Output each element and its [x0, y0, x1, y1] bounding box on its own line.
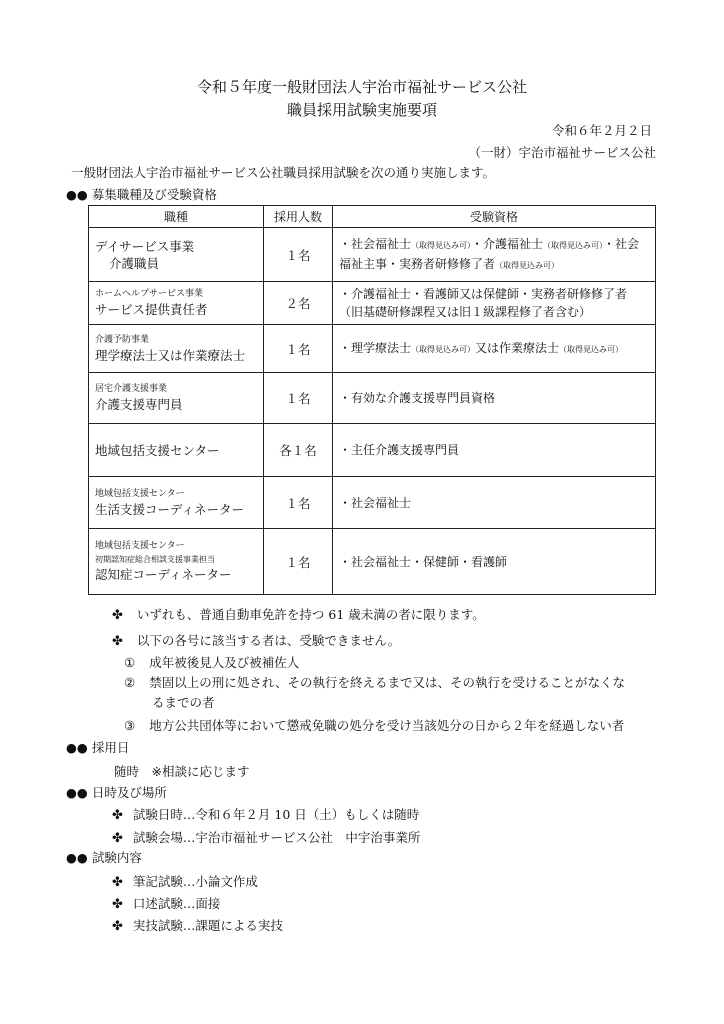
job-name-2: 介護職員 [109, 255, 160, 271]
job-name: サービス提供責任者 [95, 302, 208, 317]
job-division-2: 初期認知症総合相談支援事業担当 [95, 555, 215, 564]
table-row [89, 228, 656, 282]
note-text: いずれも、普通自動車免許を持つ 61 歳未満の者に限ります。 [136, 607, 485, 622]
job-name: 理学療法士又は作業療法士 [95, 347, 246, 363]
job-name: デイサービス事業 [95, 238, 195, 254]
job-division: 居宅介護支援事業 [95, 384, 168, 394]
organization-name: （一財）宇治市福祉サービス公社 [468, 145, 656, 160]
qualification-cell: ・社会福祉士（取得見込み可）・介護福祉士（取得見込み可）・社会福祉主事・実務者研修修了者（取得見込み可） [333, 228, 656, 282]
bullet-icon: ●● [66, 785, 88, 800]
intro-text: 一般財団法人宇治市福祉サービス公社職員採用試験を次の通り実施します。 [71, 165, 496, 180]
job-cell [89, 477, 264, 529]
count-cell: １名 [264, 228, 333, 282]
table-row [89, 477, 656, 529]
section-title: 試験内容 [91, 850, 142, 865]
job-cell [89, 424, 264, 477]
qualification-cell: ・社会福祉士・保健師・看護師 [333, 529, 656, 595]
count-cell: 各１名 [264, 424, 333, 477]
count-cell: １名 [264, 477, 333, 529]
count-cell: １名 [264, 373, 333, 424]
qualification-cell: ・有効な介護支援専門員資格 [333, 373, 656, 424]
clover-icon: ✤ [112, 808, 123, 823]
page-title: 令和５年度一般財団法人宇治市福祉サービス公社 [196, 78, 527, 96]
issue-date: 令和６年２月２日 [551, 123, 652, 138]
clover-icon: ✤ [112, 897, 123, 912]
table-row [89, 529, 656, 595]
list-item: ③ 地方公共団体等において懲戒免職の処分を受け当該処分の日から２年を経過しない者 [124, 718, 625, 733]
job-division: ホームヘルプサービス事業 [95, 289, 204, 299]
table-row [89, 373, 656, 424]
table-row [89, 325, 656, 373]
qualification-cell: ・主任介護支援専門員 [333, 424, 656, 477]
table-row [89, 424, 656, 477]
clover-icon: ✤ [112, 875, 123, 890]
clover-icon: ✤ [112, 831, 123, 846]
section-heading-hire-date [66, 738, 129, 756]
bullet-icon: ●● [66, 740, 88, 755]
count-cell: １名 [264, 529, 333, 595]
count-cell: ２名 [264, 282, 333, 325]
job-name: 介護支援専門員 [95, 397, 183, 412]
list-item-continued: るまでの者 [152, 695, 215, 710]
job-cell [89, 529, 264, 595]
count-cell: １名 [264, 325, 333, 373]
section-heading-schedule [66, 783, 167, 801]
list-item: ✤ 試験会場…宇治市福祉サービス公社 中宇治事業所 [112, 830, 421, 846]
table-row [89, 282, 656, 325]
clover-icon: ✤ [112, 634, 123, 649]
clover-icon: ✤ [112, 608, 123, 623]
section-title: 採用日 [91, 740, 130, 755]
page-subtitle: 職員採用試験実施要項 [286, 101, 437, 119]
note-2 [112, 631, 400, 649]
note-text: 以下の各号に該当する者は、受験できません。 [136, 633, 401, 648]
note-1 [112, 605, 485, 623]
qualification-cell: ・介護福祉士・看護師又は保健師・実務者研修修了者（旧基礎研修課程又は旧１級課程修了者含む） [333, 282, 656, 325]
job-division: 介護予防事業 [95, 334, 150, 345]
job-cell [89, 228, 264, 282]
header-job: 職種 [89, 206, 264, 228]
job-name: 地域包括支援センター [95, 442, 220, 458]
table-header-row [89, 206, 656, 228]
section-title: 日時及び場所 [91, 785, 167, 800]
job-division: 地域包括支援センター [95, 488, 185, 499]
list-item: ✤ 実技試験…課題による実技 [112, 918, 283, 934]
list-item: ✤ 口述試験…面接 [112, 896, 221, 912]
job-cell [89, 325, 264, 373]
bullet-icon: ●● [66, 187, 88, 202]
job-name: 生活支援コーディネーター [95, 501, 245, 517]
section-title: 募集職種及び受験資格 [91, 187, 217, 202]
clover-icon: ✤ [112, 919, 123, 934]
section-heading-positions [66, 185, 217, 203]
qualification-cell: ・社会福祉士 [333, 477, 656, 529]
job-name: 認知症コーディネーター [95, 567, 232, 582]
bullet-icon: ●● [66, 850, 88, 865]
positions-table [88, 205, 656, 595]
list-item: ✤ 試験日時…令和６年２月 10 日（土）もしくは随時 [112, 807, 420, 823]
hire-date-body: 随時 ※相談に応じます [114, 764, 250, 779]
job-cell [89, 373, 264, 424]
list-item: ① 成年被後見人及び被補佐人 [124, 655, 300, 670]
header-qualification: 受験資格 [333, 206, 656, 228]
header-count: 採用人数 [264, 206, 333, 228]
section-heading-exam [66, 848, 142, 866]
list-item: ✤ 筆記試験…小論文作成 [112, 874, 258, 890]
job-cell [89, 282, 264, 325]
qualification-cell: ・理学療法士（取得見込み可）又は作業療法士（取得見込み可） [333, 325, 656, 373]
list-item: ② 禁固以上の刑に処され、その執行を終えるまで又は、その執行を受けることがなくな [124, 675, 625, 690]
job-division: 地域包括支援センター [95, 541, 185, 551]
